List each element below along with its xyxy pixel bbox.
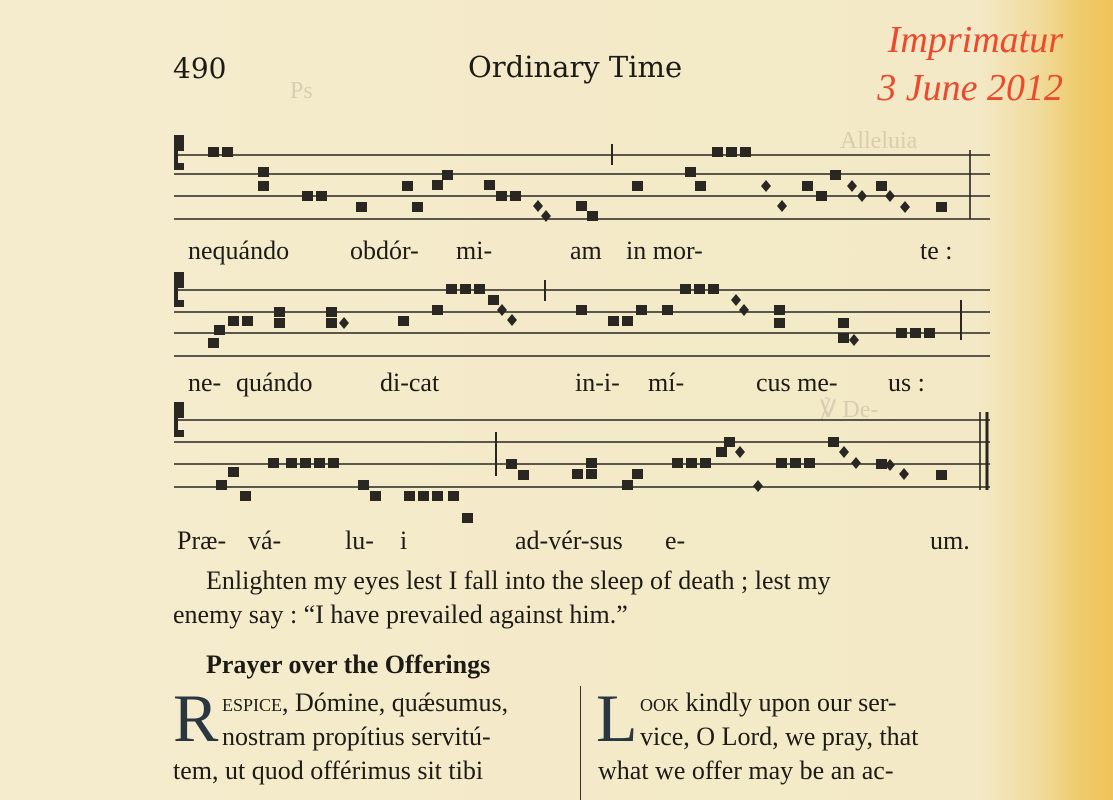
rhombus-neume <box>851 457 861 469</box>
lyric-syllable: ne- <box>188 368 222 397</box>
english-line-3: what we offer may be an ac- <box>598 756 894 785</box>
square-neume <box>802 181 813 191</box>
rhombus-neume <box>533 200 543 212</box>
square-neume <box>314 458 325 468</box>
square-neume <box>446 284 457 294</box>
square-neume <box>838 318 849 328</box>
lyric-syllable: mí- <box>648 368 685 397</box>
lyric-syllable: quándo <box>236 368 313 397</box>
page-number: 490 <box>173 52 227 85</box>
square-neume <box>662 305 673 315</box>
rhombus-neume <box>900 201 910 213</box>
rhombus-neume <box>839 446 849 458</box>
square-neume <box>700 458 711 468</box>
square-neume <box>708 284 719 294</box>
square-neume <box>896 328 907 338</box>
square-neume <box>924 328 935 338</box>
english-line-1: ook kindly upon our ser- <box>640 688 897 717</box>
staff-2 <box>174 280 990 356</box>
lyric-syllable: lu- <box>345 526 374 555</box>
lyric-syllable: nequándo <box>188 236 290 265</box>
square-neume <box>258 167 269 177</box>
square-neume <box>328 458 339 468</box>
latin-dropcap: R <box>173 680 219 756</box>
lyric-syllable: obdór- <box>350 236 419 265</box>
square-neume <box>576 201 587 211</box>
clefs <box>174 135 184 437</box>
square-neume <box>518 470 529 480</box>
bleed-through: Alleluia <box>840 128 918 154</box>
rhombus-neume <box>849 334 859 346</box>
square-neume <box>936 202 947 212</box>
square-neume <box>830 170 841 180</box>
square-neume <box>432 305 443 315</box>
rhombus-neume <box>899 468 909 480</box>
square-neume <box>216 480 227 490</box>
lyric-syllable: in-i- <box>575 368 620 397</box>
square-neume <box>876 459 887 469</box>
square-neume <box>412 202 423 212</box>
square-neume <box>680 284 691 294</box>
rhombus-neume <box>541 210 551 222</box>
square-neume <box>586 469 597 479</box>
square-neume <box>576 305 587 315</box>
square-neume <box>484 180 495 190</box>
square-neume <box>632 181 643 191</box>
square-neume <box>510 191 521 201</box>
bleed-through: Ps <box>290 78 313 104</box>
square-neume <box>222 147 233 157</box>
square-neume <box>910 328 921 338</box>
square-neume <box>326 307 337 317</box>
square-neume <box>358 480 369 490</box>
square-neume <box>402 181 413 191</box>
column-divider <box>580 686 581 800</box>
translation-line: Enlighten my eyes lest I fall into the sleep of death ; lest my <box>206 566 831 595</box>
square-neume <box>214 325 225 335</box>
rhombus-neume <box>339 317 349 329</box>
rhombus-neume <box>857 190 867 202</box>
square-neume <box>686 458 697 468</box>
square-neume <box>496 191 507 201</box>
square-neume <box>274 307 285 317</box>
square-neume <box>506 459 517 469</box>
square-neume <box>286 458 297 468</box>
square-neume <box>586 458 597 468</box>
rhombus-neume <box>497 304 507 316</box>
stamp-line-1: Imprimatur <box>887 19 1063 61</box>
square-neume <box>587 211 598 221</box>
square-neume <box>460 284 471 294</box>
square-neume <box>398 316 409 326</box>
square-neume <box>242 316 253 326</box>
square-neume <box>474 284 485 294</box>
rhombus-neume <box>507 314 517 326</box>
rhombus-neume <box>761 180 771 192</box>
stamp-line-2: 3 June 2012 <box>877 67 1063 109</box>
lyric-syllable: e- <box>665 526 686 555</box>
square-neume <box>418 491 429 501</box>
square-neume <box>936 470 947 480</box>
square-neume <box>300 458 311 468</box>
lyric-syllable: am <box>570 236 602 265</box>
lyric-syllable: i <box>400 526 408 555</box>
square-neume <box>726 147 737 157</box>
square-neume <box>622 316 633 326</box>
lyric-syllable: te : <box>920 236 953 265</box>
square-neume <box>622 480 633 490</box>
square-neume <box>370 491 381 501</box>
square-neume <box>838 333 849 343</box>
square-neume <box>462 513 473 523</box>
english-line-2: vice, O Lord, we pray, that <box>640 722 919 751</box>
rhombus-neume <box>739 304 749 316</box>
rhombus-neume <box>735 446 745 458</box>
square-neume <box>776 458 787 468</box>
square-neume <box>208 338 219 348</box>
square-neume <box>608 316 619 326</box>
lyric-syllable: ad-vér-sus <box>515 526 623 555</box>
square-neume <box>632 469 643 479</box>
square-neume <box>356 202 367 212</box>
rhombus-neume <box>777 200 787 212</box>
section-heading: Prayer over the Offerings <box>206 650 491 679</box>
square-neume <box>636 305 647 315</box>
square-neume <box>432 180 443 190</box>
rhombus-neume <box>731 294 741 306</box>
square-neume <box>404 491 415 501</box>
square-neume <box>695 181 706 191</box>
lyric-syllable: in mor- <box>626 236 703 265</box>
lyric-syllable: us : <box>888 368 925 397</box>
square-neume <box>740 147 751 157</box>
square-neume <box>258 181 269 191</box>
square-neume <box>572 469 583 479</box>
english-first-word: ook <box>640 688 679 717</box>
latin-line-2: nostram propítius servitú- <box>222 722 491 751</box>
bleed-through: ℣ De- <box>820 397 879 423</box>
lyric-syllable: Præ- <box>177 526 227 555</box>
square-neume <box>432 491 443 501</box>
square-neume <box>228 316 239 326</box>
square-neume <box>828 437 839 447</box>
square-neume <box>268 458 279 468</box>
lyric-syllable: vá- <box>248 526 282 555</box>
square-neume <box>488 295 499 305</box>
square-neume <box>672 458 683 468</box>
square-neume <box>724 437 735 447</box>
square-neume <box>774 318 785 328</box>
lyric-syllable: di-cat <box>380 368 440 397</box>
square-neume <box>442 170 453 180</box>
square-neume <box>228 467 239 477</box>
neumes <box>208 147 947 523</box>
square-neume <box>685 167 696 177</box>
square-neume <box>876 181 887 191</box>
latin-line-3: tem, ut quod offérimus sit tibi <box>173 756 484 785</box>
page-title: Ordinary Time <box>468 50 683 84</box>
square-neume <box>208 147 219 157</box>
square-neume <box>790 458 801 468</box>
square-neume <box>302 191 313 201</box>
lyric-syllable: mi- <box>456 236 493 265</box>
square-neume <box>804 458 815 468</box>
square-neume <box>694 284 705 294</box>
square-neume <box>240 491 251 501</box>
rhombus-neume <box>753 480 763 492</box>
square-neume <box>448 491 459 501</box>
rhombus-neume <box>885 190 895 202</box>
square-neume <box>716 447 727 457</box>
c-clef <box>174 135 184 170</box>
square-neume <box>774 305 785 315</box>
english-dropcap: L <box>596 680 638 756</box>
square-neume <box>712 147 723 157</box>
square-neume <box>326 318 337 328</box>
lyric-syllable: um. <box>930 526 970 555</box>
square-neume <box>816 191 827 201</box>
latin-first-word: espice <box>222 688 283 717</box>
square-neume <box>274 318 285 328</box>
lyric-syllable: cus me- <box>756 368 838 397</box>
square-neume <box>316 191 327 201</box>
rhombus-neume <box>847 180 857 192</box>
latin-line-1: espice, Dómine, quǽsumus, <box>222 688 509 717</box>
translation-line: enemy say : “I have prevailed against him.” <box>173 600 628 629</box>
